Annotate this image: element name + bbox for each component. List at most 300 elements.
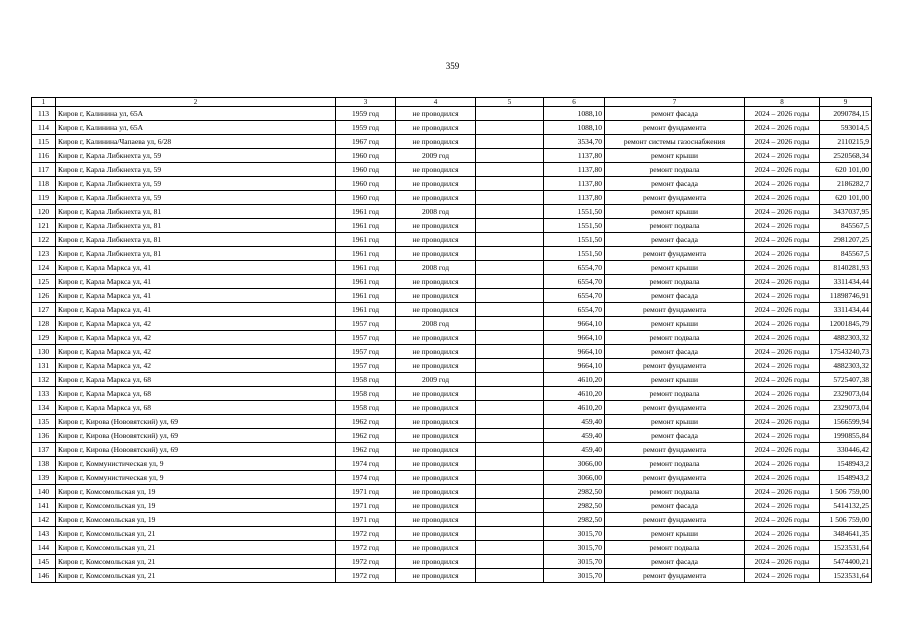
cell-work-type: ремонт подвала	[605, 331, 745, 345]
cell-address: Киров г, Кирова (Нововятский) ул, 69	[56, 415, 336, 429]
cell-work-type: ремонт фундамента	[605, 401, 745, 415]
cell-address: Киров г, Карла Маркса ул, 42	[56, 359, 336, 373]
cell-last-repair-year: 2008 год	[396, 205, 476, 219]
cell-work-type: ремонт подвала	[605, 219, 745, 233]
cell-period: 2024 – 2026 годы	[745, 219, 820, 233]
cell-build-year: 1960 год	[336, 177, 396, 191]
cell-address: Киров г, Карла Либкнехта ул, 59	[56, 191, 336, 205]
table-row	[32, 261, 872, 275]
cell-row-number: 141	[32, 499, 56, 513]
cell-row-number: 142	[32, 513, 56, 527]
cell-address: Киров г, Коммунистическая ул, 9	[56, 471, 336, 485]
cell-period: 2024 – 2026 годы	[745, 457, 820, 471]
cell-build-year: 1961 год	[336, 205, 396, 219]
table-body	[32, 98, 872, 583]
cell-work-type: ремонт фасада	[605, 107, 745, 121]
cell-row-number: 127	[32, 303, 56, 317]
cell-period: 2024 – 2026 годы	[745, 331, 820, 345]
cell-last-repair-year: не проводился	[396, 401, 476, 415]
cell-cost: 1990855,84	[820, 429, 872, 443]
cell-last-repair-year: 2008 год	[396, 261, 476, 275]
cell-extra	[476, 471, 544, 485]
cell-cost: 845567,5	[820, 219, 872, 233]
column-number-row	[32, 98, 872, 107]
cell-period: 2024 – 2026 годы	[745, 555, 820, 569]
cell-work-type: ремонт подвала	[605, 275, 745, 289]
cell-period: 2024 – 2026 годы	[745, 317, 820, 331]
cell-extra	[476, 205, 544, 219]
cell-build-year: 1962 год	[336, 415, 396, 429]
cell-area: 6554,70	[544, 275, 605, 289]
cell-build-year: 1961 год	[336, 289, 396, 303]
cell-address: Киров г, Карла Маркса ул, 41	[56, 289, 336, 303]
cell-last-repair-year: не проводился	[396, 485, 476, 499]
cell-extra	[476, 107, 544, 121]
cell-last-repair-year: не проводился	[396, 569, 476, 583]
cell-build-year: 1958 год	[336, 373, 396, 387]
cell-extra	[476, 499, 544, 513]
table-row	[32, 135, 872, 149]
cell-period: 2024 – 2026 годы	[745, 513, 820, 527]
table-row	[32, 317, 872, 331]
cell-area: 9664,10	[544, 359, 605, 373]
cell-cost: 1566599,94	[820, 415, 872, 429]
table-row	[32, 303, 872, 317]
cell-address: Киров г, Карла Маркса ул, 68	[56, 373, 336, 387]
cell-last-repair-year: не проводился	[396, 107, 476, 121]
cell-build-year: 1974 год	[336, 457, 396, 471]
table-row	[32, 177, 872, 191]
cell-row-number: 137	[32, 443, 56, 457]
table-row	[32, 205, 872, 219]
cell-row-number: 118	[32, 177, 56, 191]
cell-area: 1137,80	[544, 149, 605, 163]
cell-extra	[476, 261, 544, 275]
cell-area: 2982,50	[544, 513, 605, 527]
table-row	[32, 415, 872, 429]
table-row	[32, 219, 872, 233]
cell-area: 3015,70	[544, 569, 605, 583]
cell-extra	[476, 121, 544, 135]
cell-extra	[476, 429, 544, 443]
cell-area: 1551,50	[544, 219, 605, 233]
cell-address: Киров г, Карла Либкнехта ул, 59	[56, 177, 336, 191]
cell-build-year: 1960 год	[336, 191, 396, 205]
cell-cost: 2329073,04	[820, 387, 872, 401]
cell-extra	[476, 527, 544, 541]
cell-build-year: 1961 год	[336, 303, 396, 317]
cell-period: 2024 – 2026 годы	[745, 177, 820, 191]
table-row	[32, 191, 872, 205]
cell-cost: 2110215,9	[820, 135, 872, 149]
cell-period: 2024 – 2026 годы	[745, 443, 820, 457]
cell-period: 2024 – 2026 годы	[745, 163, 820, 177]
cell-extra	[476, 485, 544, 499]
cell-address: Киров г, Карла Маркса ул, 41	[56, 303, 336, 317]
cell-row-number: 116	[32, 149, 56, 163]
cell-address: Киров г, Комсомольская ул, 19	[56, 499, 336, 513]
cell-last-repair-year: не проводился	[396, 429, 476, 443]
cell-work-type: ремонт фундамента	[605, 303, 745, 317]
cell-build-year: 1961 год	[336, 275, 396, 289]
cell-address: Киров г, Карла Либкнехта ул, 81	[56, 219, 336, 233]
cell-address: Киров г, Коммунистическая ул, 9	[56, 457, 336, 471]
cell-address: Киров г, Карла Маркса ул, 42	[56, 317, 336, 331]
cell-period: 2024 – 2026 годы	[745, 275, 820, 289]
table-row	[32, 163, 872, 177]
cell-row-number: 133	[32, 387, 56, 401]
cell-address: Киров г, Карла Маркса ул, 42	[56, 331, 336, 345]
cell-last-repair-year: не проводился	[396, 233, 476, 247]
cell-area: 1088,10	[544, 107, 605, 121]
cell-work-type: ремонт системы газоснабжения	[605, 135, 745, 149]
cell-build-year: 1960 год	[336, 149, 396, 163]
cell-row-number: 135	[32, 415, 56, 429]
cell-period: 2024 – 2026 годы	[745, 261, 820, 275]
cell-build-year: 1959 год	[336, 107, 396, 121]
cell-extra	[476, 345, 544, 359]
cell-build-year: 1958 год	[336, 387, 396, 401]
cell-row-number: 125	[32, 275, 56, 289]
page-number: 359	[445, 61, 460, 71]
cell-area: 1137,80	[544, 177, 605, 191]
cell-last-repair-year: не проводился	[396, 499, 476, 513]
cell-area: 3015,70	[544, 541, 605, 555]
cell-area: 9664,10	[544, 331, 605, 345]
cell-last-repair-year: не проводился	[396, 443, 476, 457]
table-row	[32, 289, 872, 303]
cell-last-repair-year: не проводился	[396, 247, 476, 261]
cell-build-year: 1957 год	[336, 331, 396, 345]
cell-address: Киров г, Калинина ул, 65А	[56, 107, 336, 121]
table-row	[32, 373, 872, 387]
cell-cost: 2329073,04	[820, 401, 872, 415]
cell-extra	[476, 415, 544, 429]
cell-extra	[476, 191, 544, 205]
cell-area: 3015,70	[544, 555, 605, 569]
cell-build-year: 1971 год	[336, 513, 396, 527]
cell-last-repair-year: не проводился	[396, 359, 476, 373]
cell-cost: 330446,42	[820, 443, 872, 457]
cell-area: 6554,70	[544, 261, 605, 275]
cell-address: Киров г, Комсомольская ул, 21	[56, 541, 336, 555]
cell-period: 2024 – 2026 годы	[745, 471, 820, 485]
cell-work-type: ремонт фасада	[605, 345, 745, 359]
cell-build-year: 1974 год	[336, 471, 396, 485]
cell-work-type: ремонт крыши	[605, 149, 745, 163]
cell-last-repair-year: 2009 год	[396, 149, 476, 163]
cell-build-year: 1960 год	[336, 163, 396, 177]
cell-cost: 1548943,2	[820, 457, 872, 471]
table-row	[32, 569, 872, 583]
cell-work-type: ремонт фундамента	[605, 569, 745, 583]
cell-build-year: 1971 год	[336, 499, 396, 513]
table-row	[32, 429, 872, 443]
cell-build-year: 1972 год	[336, 555, 396, 569]
cell-cost: 4882303,32	[820, 359, 872, 373]
cell-cost: 2981207,25	[820, 233, 872, 247]
cell-build-year: 1971 год	[336, 485, 396, 499]
column-number-6: 6	[544, 98, 605, 107]
cell-area: 1551,50	[544, 247, 605, 261]
cell-address: Киров г, Карла Маркса ул, 42	[56, 345, 336, 359]
cell-address: Киров г, Калинина/Чапаева ул, 6/28	[56, 135, 336, 149]
cell-area: 2982,50	[544, 499, 605, 513]
cell-cost: 2186282,7	[820, 177, 872, 191]
cell-work-type: ремонт фасада	[605, 555, 745, 569]
cell-area: 3534,70	[544, 135, 605, 149]
cell-area: 459,40	[544, 429, 605, 443]
cell-cost: 4882303,32	[820, 331, 872, 345]
cell-area: 459,40	[544, 415, 605, 429]
cell-build-year: 1959 год	[336, 121, 396, 135]
cell-address: Киров г, Карла Маркса ул, 41	[56, 275, 336, 289]
cell-cost: 1548943,2	[820, 471, 872, 485]
table-row	[32, 555, 872, 569]
cell-build-year: 1967 год	[336, 135, 396, 149]
cell-address: Киров г, Комсомольская ул, 19	[56, 513, 336, 527]
cell-cost: 1 506 759,00	[820, 485, 872, 499]
cell-area: 1137,80	[544, 191, 605, 205]
cell-period: 2024 – 2026 годы	[745, 247, 820, 261]
cell-extra	[476, 331, 544, 345]
cell-row-number: 131	[32, 359, 56, 373]
cell-extra	[476, 569, 544, 583]
cell-cost: 5474400,21	[820, 555, 872, 569]
cell-extra	[476, 177, 544, 191]
cell-row-number: 136	[32, 429, 56, 443]
cell-period: 2024 – 2026 годы	[745, 191, 820, 205]
column-number-5: 5	[476, 98, 544, 107]
cell-area: 3066,00	[544, 471, 605, 485]
cell-row-number: 119	[32, 191, 56, 205]
cell-build-year: 1961 год	[336, 261, 396, 275]
cell-address: Киров г, Кирова (Нововятский) ул, 69	[56, 443, 336, 457]
cell-last-repair-year: не проводился	[396, 303, 476, 317]
cell-cost: 845567,5	[820, 247, 872, 261]
cell-cost: 1523531,64	[820, 541, 872, 555]
cell-cost: 620 101,00	[820, 191, 872, 205]
cell-area: 4610,20	[544, 373, 605, 387]
cell-extra	[476, 373, 544, 387]
cell-area: 3066,00	[544, 457, 605, 471]
cell-period: 2024 – 2026 годы	[745, 205, 820, 219]
cell-period: 2024 – 2026 годы	[745, 303, 820, 317]
cell-build-year: 1957 год	[336, 345, 396, 359]
table-row	[32, 359, 872, 373]
table-row	[32, 401, 872, 415]
cell-period: 2024 – 2026 годы	[745, 233, 820, 247]
cell-build-year: 1972 год	[336, 527, 396, 541]
cell-build-year: 1961 год	[336, 233, 396, 247]
cell-row-number: 144	[32, 541, 56, 555]
cell-last-repair-year: не проводился	[396, 289, 476, 303]
cell-address: Киров г, Комсомольская ул, 21	[56, 569, 336, 583]
cell-row-number: 138	[32, 457, 56, 471]
cell-build-year: 1957 год	[336, 317, 396, 331]
cell-last-repair-year: не проводился	[396, 471, 476, 485]
cell-build-year: 1972 год	[336, 541, 396, 555]
cell-area: 2982,50	[544, 485, 605, 499]
cell-work-type: ремонт подвала	[605, 541, 745, 555]
cell-work-type: ремонт крыши	[605, 415, 745, 429]
cell-work-type: ремонт крыши	[605, 373, 745, 387]
cell-address: Киров г, Карла Либкнехта ул, 59	[56, 163, 336, 177]
cell-last-repair-year: не проводился	[396, 541, 476, 555]
cell-row-number: 120	[32, 205, 56, 219]
table-row	[32, 345, 872, 359]
cell-last-repair-year: не проводился	[396, 177, 476, 191]
cell-cost: 8140281,93	[820, 261, 872, 275]
cell-area: 6554,70	[544, 303, 605, 317]
cell-extra	[476, 149, 544, 163]
cell-build-year: 1972 год	[336, 569, 396, 583]
cell-period: 2024 – 2026 годы	[745, 485, 820, 499]
cell-extra	[476, 303, 544, 317]
table-row	[32, 527, 872, 541]
cell-period: 2024 – 2026 годы	[745, 415, 820, 429]
table-row	[32, 443, 872, 457]
cell-period: 2024 – 2026 годы	[745, 429, 820, 443]
cell-work-type: ремонт фундамента	[605, 513, 745, 527]
table-row	[32, 471, 872, 485]
cell-last-repair-year: не проводился	[396, 555, 476, 569]
cell-row-number: 122	[32, 233, 56, 247]
cell-address: Киров г, Комсомольская ул, 21	[56, 555, 336, 569]
cell-extra	[476, 275, 544, 289]
cell-row-number: 123	[32, 247, 56, 261]
cell-last-repair-year: 2009 год	[396, 373, 476, 387]
column-number-8: 8	[745, 98, 820, 107]
cell-area: 1551,50	[544, 233, 605, 247]
cell-cost: 3484641,35	[820, 527, 872, 541]
table-row	[32, 387, 872, 401]
cell-cost: 5414132,25	[820, 499, 872, 513]
cell-row-number: 114	[32, 121, 56, 135]
table-row	[32, 513, 872, 527]
cell-build-year: 1957 год	[336, 359, 396, 373]
cell-work-type: ремонт крыши	[605, 205, 745, 219]
cell-last-repair-year: не проводился	[396, 121, 476, 135]
cell-area: 3015,70	[544, 527, 605, 541]
cell-address: Киров г, Карла Либкнехта ул, 81	[56, 247, 336, 261]
cell-row-number: 126	[32, 289, 56, 303]
cell-cost: 1 506 759,00	[820, 513, 872, 527]
table-row	[32, 149, 872, 163]
cell-period: 2024 – 2026 годы	[745, 359, 820, 373]
cell-area: 4610,20	[544, 387, 605, 401]
cell-work-type: ремонт подвала	[605, 457, 745, 471]
cell-cost: 5725407,38	[820, 373, 872, 387]
cell-period: 2024 – 2026 годы	[745, 373, 820, 387]
cell-address: Киров г, Карла Маркса ул, 41	[56, 261, 336, 275]
cell-cost: 3311434,44	[820, 275, 872, 289]
cell-extra	[476, 219, 544, 233]
cell-last-repair-year: не проводился	[396, 527, 476, 541]
cell-period: 2024 – 2026 годы	[745, 135, 820, 149]
table-row	[32, 331, 872, 345]
cell-work-type: ремонт фундамента	[605, 359, 745, 373]
cell-cost: 3311434,44	[820, 303, 872, 317]
cell-build-year: 1961 год	[336, 247, 396, 261]
cell-row-number: 139	[32, 471, 56, 485]
cell-row-number: 143	[32, 527, 56, 541]
column-number-4: 4	[396, 98, 476, 107]
cell-address: Киров г, Калинина ул, 65А	[56, 121, 336, 135]
cell-extra	[476, 513, 544, 527]
cell-period: 2024 – 2026 годы	[745, 107, 820, 121]
cell-work-type: ремонт фундамента	[605, 471, 745, 485]
cell-period: 2024 – 2026 годы	[745, 121, 820, 135]
cell-last-repair-year: не проводился	[396, 219, 476, 233]
cell-address: Киров г, Карла Либкнехта ул, 59	[56, 149, 336, 163]
cell-build-year: 1958 год	[336, 401, 396, 415]
cell-period: 2024 – 2026 годы	[745, 345, 820, 359]
cell-row-number: 117	[32, 163, 56, 177]
cell-area: 6554,70	[544, 289, 605, 303]
cell-row-number: 124	[32, 261, 56, 275]
cell-row-number: 113	[32, 107, 56, 121]
cell-last-repair-year: не проводился	[396, 275, 476, 289]
cell-row-number: 140	[32, 485, 56, 499]
cell-build-year: 1962 год	[336, 443, 396, 457]
cell-last-repair-year: не проводился	[396, 331, 476, 345]
cell-cost: 620 101,00	[820, 163, 872, 177]
cell-period: 2024 – 2026 годы	[745, 401, 820, 415]
cell-row-number: 132	[32, 373, 56, 387]
table-row	[32, 541, 872, 555]
cell-row-number: 121	[32, 219, 56, 233]
cell-row-number: 145	[32, 555, 56, 569]
cell-address: Киров г, Карла Маркса ул, 68	[56, 387, 336, 401]
table-row	[32, 499, 872, 513]
cell-extra	[476, 555, 544, 569]
cell-extra	[476, 289, 544, 303]
cell-last-repair-year: не проводился	[396, 513, 476, 527]
cell-extra	[476, 443, 544, 457]
cell-work-type: ремонт подвала	[605, 485, 745, 499]
table-row	[32, 485, 872, 499]
cell-period: 2024 – 2026 годы	[745, 527, 820, 541]
cell-work-type: ремонт крыши	[605, 317, 745, 331]
cell-extra	[476, 247, 544, 261]
cell-period: 2024 – 2026 годы	[745, 499, 820, 513]
cell-last-repair-year: не проводился	[396, 387, 476, 401]
cell-extra	[476, 317, 544, 331]
table-row	[32, 233, 872, 247]
cell-extra	[476, 233, 544, 247]
cell-work-type: ремонт фасада	[605, 499, 745, 513]
cell-area: 9664,10	[544, 345, 605, 359]
cell-cost: 12001845,79	[820, 317, 872, 331]
cell-cost: 2520568,34	[820, 149, 872, 163]
cell-cost: 1523531,64	[820, 569, 872, 583]
cell-work-type: ремонт фундамента	[605, 443, 745, 457]
cell-area: 9664,10	[544, 317, 605, 331]
cell-work-type: ремонт подвала	[605, 163, 745, 177]
cell-area: 1088,10	[544, 121, 605, 135]
cell-period: 2024 – 2026 годы	[745, 541, 820, 555]
cell-extra	[476, 163, 544, 177]
cell-build-year: 1961 год	[336, 219, 396, 233]
cell-last-repair-year: не проводился	[396, 135, 476, 149]
table-row	[32, 121, 872, 135]
cell-last-repair-year: не проводился	[396, 457, 476, 471]
cell-row-number: 128	[32, 317, 56, 331]
cell-work-type: ремонт крыши	[605, 261, 745, 275]
cell-work-type: ремонт подвала	[605, 387, 745, 401]
cell-area: 459,40	[544, 443, 605, 457]
